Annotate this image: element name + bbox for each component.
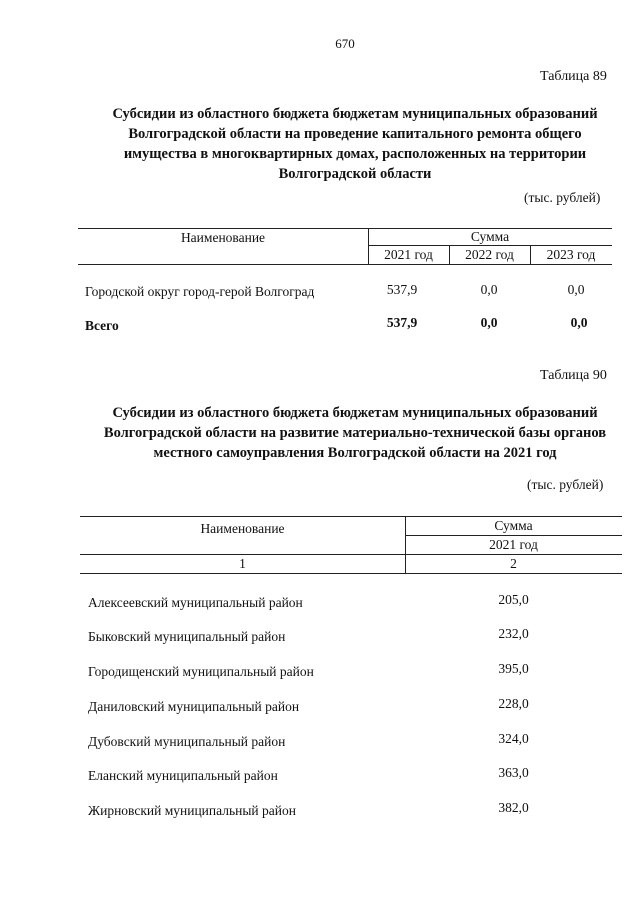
table-row-value: 363,0 [498, 765, 529, 780]
table-row-value: 382,0 [498, 800, 529, 815]
table-90-header-sum: Сумма [494, 518, 533, 533]
table-row-value: 0,0 [480, 282, 498, 297]
table-row-value: 395,0 [498, 661, 529, 676]
page-number: 670 [335, 36, 355, 51]
title-line: Волгоградской области [278, 166, 432, 182]
table-90-year-2021: 2021 год [489, 537, 538, 552]
table-row-value: 205,0 [498, 592, 529, 607]
table-row-value: 537,9 [386, 282, 418, 297]
table-90-top-border [80, 516, 622, 517]
title-line: Субсидии из областного бюджета бюджетам муниципальных образований [112, 405, 598, 421]
table-89-year-2021: 2021 год [384, 247, 433, 262]
table-90-units: (тыс. рублей) [527, 477, 604, 492]
table-total-name: Всего [85, 318, 119, 333]
table-89-year-2022: 2022 год [465, 247, 514, 262]
table-89-year-2023: 2023 год [546, 247, 596, 262]
table-row-value: 232,0 [498, 626, 529, 641]
title-line: имущества в многоквартирных домах, расположенных на территории [123, 146, 587, 162]
table-89-title [70, 104, 640, 184]
title-line: Субсидии из областного бюджета бюджетам муниципальных образований [112, 106, 598, 122]
table-row-value: 0,0 [567, 282, 585, 297]
table-89-header-sum: Сумма [470, 229, 510, 244]
table-total-value: 0,0 [570, 315, 588, 330]
table-90-label: Таблица 90 [540, 368, 607, 383]
table-89-header-name: Наименование [180, 230, 266, 245]
table-row-name: Городищенский муниципальный район [88, 664, 314, 679]
table-89-subheader-border [368, 245, 612, 246]
table-89-units: (тыс. рублей) [524, 190, 601, 205]
table-90-col-num-1: 1 [239, 556, 246, 571]
table-row-value: 228,0 [498, 696, 529, 711]
table-90-col-num-2: 2 [510, 556, 517, 571]
table-90-title [70, 403, 640, 463]
table-row-name: Даниловский муниципальный район [88, 699, 300, 714]
table-row-name: Алексеевский муниципальный район [88, 595, 303, 610]
table-row-value: 324,0 [498, 731, 529, 746]
table-90-subheader-border [405, 535, 622, 536]
table-row-name: Быковский муниципальный район [88, 629, 286, 644]
table-row-name: Дубовский муниципальный район [88, 734, 286, 749]
table-total-value: 0,0 [480, 315, 498, 330]
table-90-colnum-bottom-border [80, 573, 622, 574]
title-line: Волгоградской области на развитие материально-технической базы органов [103, 425, 607, 441]
table-row-name: Жирновский муниципальный район [88, 803, 296, 818]
table-row-name: Городской округ город-герой Волгоград [85, 284, 315, 299]
table-total-value: 537,9 [386, 315, 418, 330]
title-line: местного самоуправления Волгоградской области на 2021 год [153, 445, 557, 461]
table-89-label: Таблица 89 [540, 69, 607, 84]
table-row-name: Еланский муниципальный район [88, 768, 278, 783]
table-90-header-bottom-border [80, 554, 622, 555]
title-line: Волгоградской области на проведение капитального ремонта общего [128, 126, 582, 142]
table-90-header-name: Наименование [200, 521, 285, 536]
table-89-header-bottom-border [78, 264, 612, 265]
